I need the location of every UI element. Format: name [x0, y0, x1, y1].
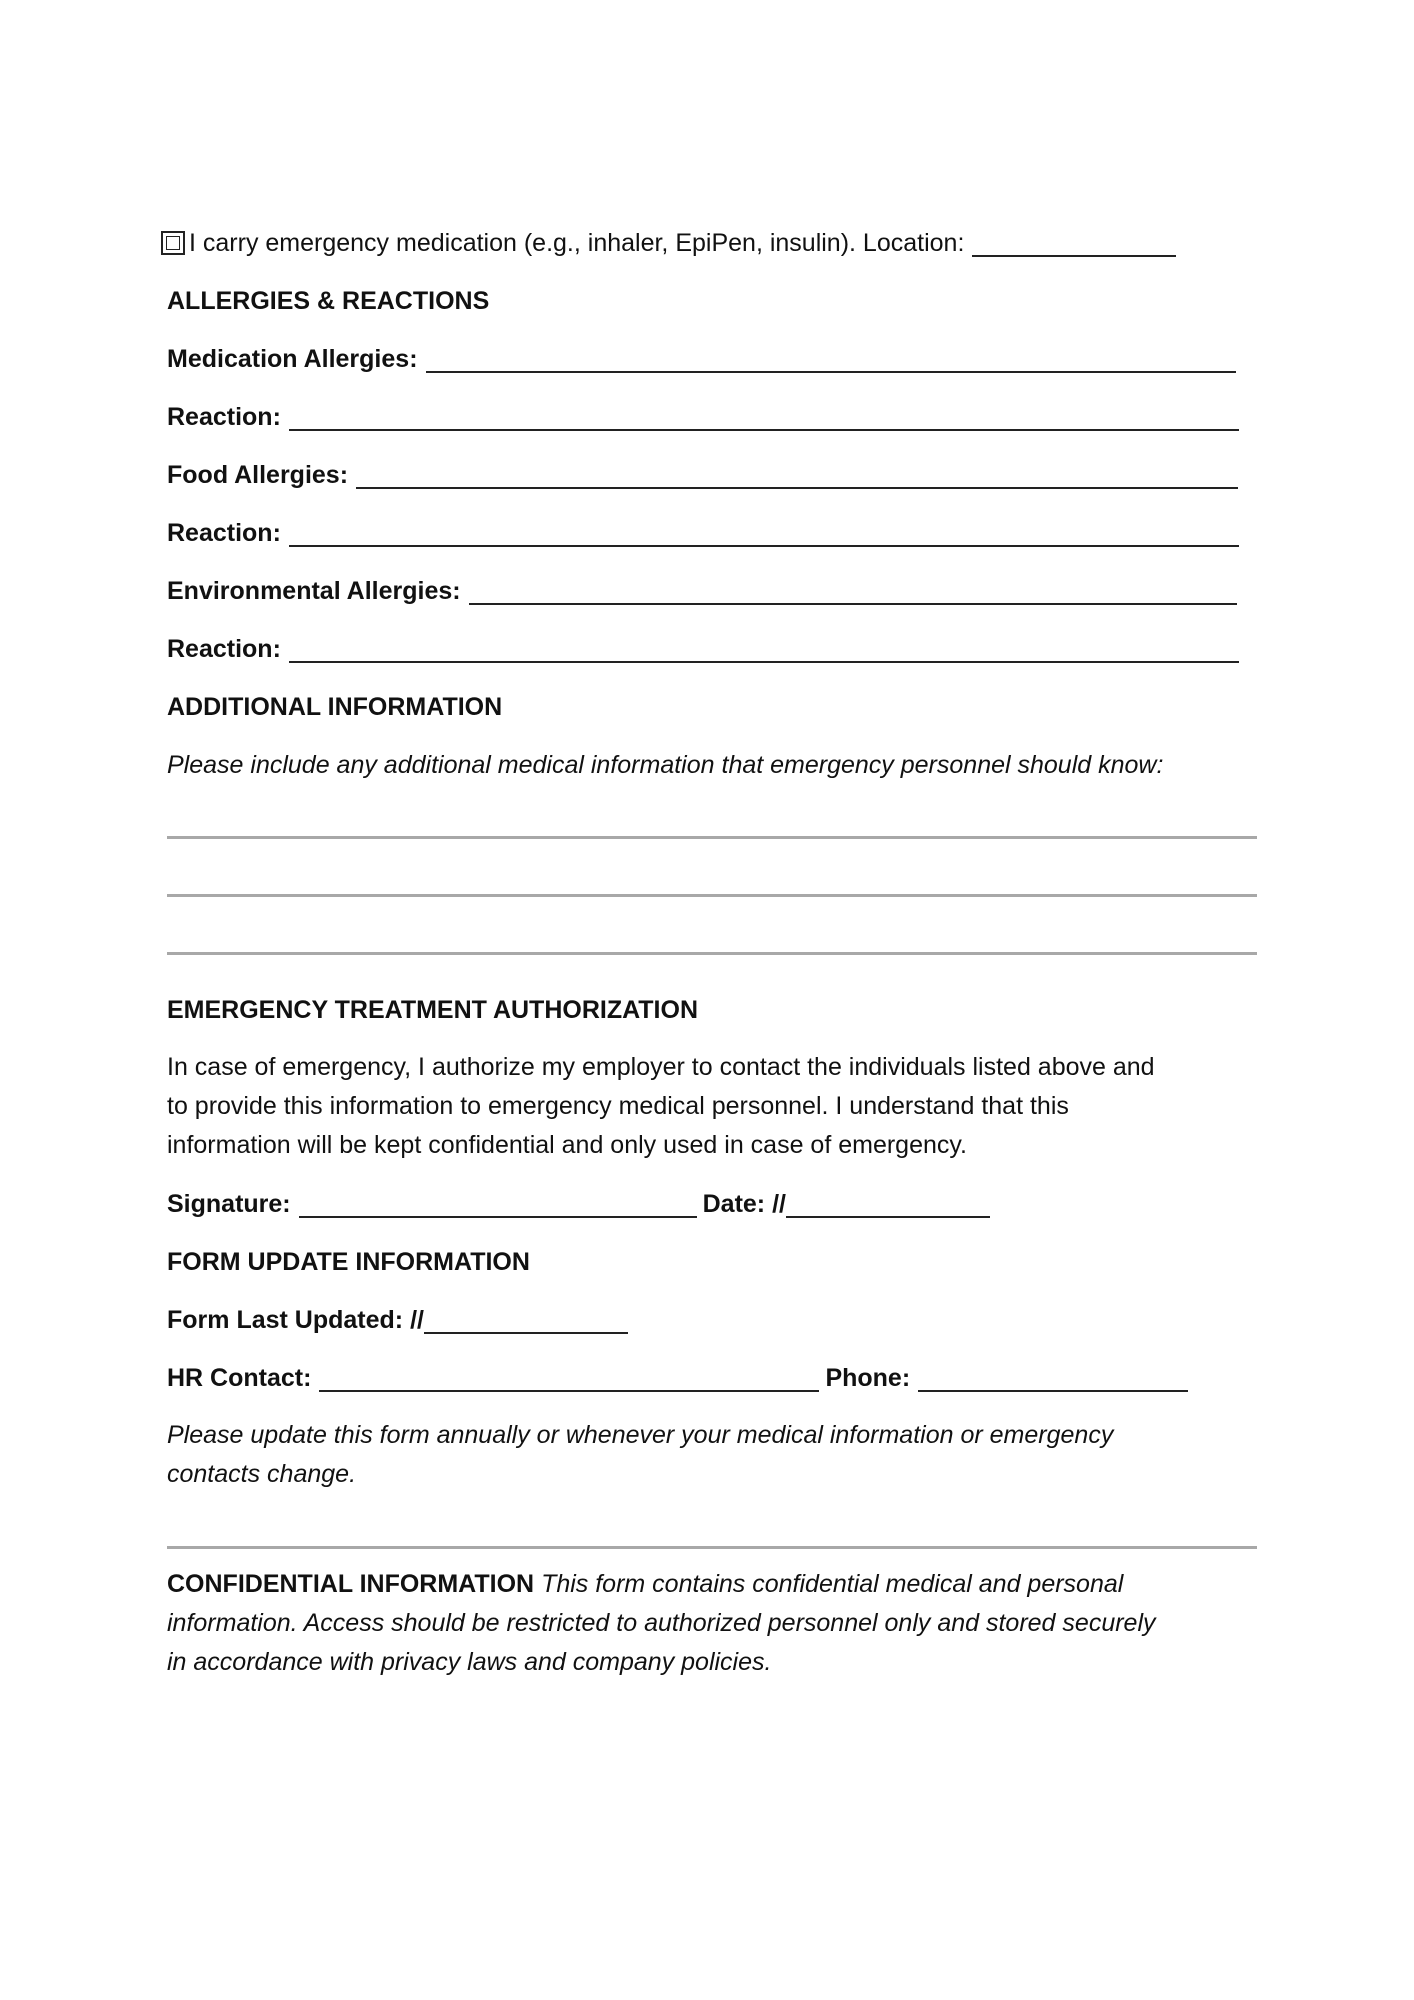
signature-label: Signature:: [167, 1190, 291, 1218]
confidential-heading: CONFIDENTIAL INFORMATION: [167, 1570, 535, 1598]
environmental-reaction-label: Reaction:: [167, 635, 281, 663]
medication-allergies-row: [167, 330, 1257, 388]
environmental-allergies-field[interactable]: [469, 577, 1237, 605]
signature-date-label: Date: //: [702, 1190, 786, 1218]
food-allergies-label: Food Allergies:: [167, 461, 349, 489]
environmental-allergies-row: [167, 562, 1257, 620]
authorization-paragraph: [167, 1039, 1257, 1175]
signature-row: [167, 1175, 1257, 1233]
medication-reaction-field[interactable]: [289, 403, 1239, 431]
update-note-line-2: contacts change.: [167, 1460, 357, 1488]
last-updated-label: Form Last Updated: //: [167, 1306, 424, 1334]
medication-carry-checkbox[interactable]: [161, 231, 185, 255]
hr-contact-field[interactable]: [319, 1364, 819, 1392]
form-content: [167, 214, 1257, 1692]
hr-contact-label: HR Contact:: [167, 1364, 312, 1392]
medication-carry-text: I carry emergency medication (e.g., inhaler, EpiPen, insulin). Location:: [189, 229, 965, 257]
environmental-reaction-row: [167, 620, 1257, 678]
authorization-line-3: information will be kept confidential and only used in case of emergency.: [167, 1131, 967, 1159]
signature-date-field[interactable]: [786, 1190, 990, 1218]
medication-allergies-field[interactable]: [426, 345, 1236, 373]
additional-instruction: Please include any additional medical information that emergency personnel should know:: [167, 751, 1164, 779]
signature-field[interactable]: [299, 1190, 697, 1218]
authorization-line-1: In case of emergency, I authorize my employer to contact the individuals listed above and: [167, 1053, 1155, 1081]
allergies-heading: ALLERGIES & REACTIONS: [167, 287, 490, 315]
authorization-line-2: to provide this information to emergency medical personnel. I understand that this: [167, 1092, 1069, 1120]
additional-heading: ADDITIONAL INFORMATION: [167, 693, 503, 721]
confidential-line-2: information. Access should be restricted to authorized personnel only and stored securely: [167, 1609, 1156, 1637]
medication-carry-row: [167, 214, 1257, 272]
last-updated-row: [167, 1291, 1257, 1349]
confidential-line-1: This form contains confidential medical and personal: [541, 1570, 1124, 1598]
phone-field[interactable]: [918, 1364, 1188, 1392]
update-note: [167, 1407, 1257, 1504]
update-note-line-1: Please update this form annually or whenever your medical information or emergency: [167, 1421, 1114, 1449]
last-updated-field[interactable]: [424, 1306, 628, 1334]
hr-contact-row: [167, 1349, 1257, 1407]
environmental-reaction-field[interactable]: [289, 635, 1239, 663]
confidential-line-3: in accordance with privacy laws and company policies.: [167, 1648, 772, 1676]
environmental-allergies-label: Environmental Allergies:: [167, 577, 461, 605]
food-allergies-row: [167, 446, 1257, 504]
food-reaction-label: Reaction:: [167, 519, 281, 547]
phone-label: Phone:: [825, 1364, 911, 1392]
medication-location-field[interactable]: [972, 229, 1176, 257]
food-reaction-field[interactable]: [289, 519, 1239, 547]
medication-reaction-label: Reaction:: [167, 403, 281, 431]
authorization-heading: EMERGENCY TREATMENT AUTHORIZATION: [167, 996, 699, 1024]
food-allergies-field[interactable]: [356, 461, 1238, 489]
form-update-heading: FORM UPDATE INFORMATION: [167, 1248, 530, 1276]
food-reaction-row: [167, 504, 1257, 562]
confidential-paragraph: [167, 1565, 1257, 1692]
medication-allergies-label: Medication Allergies:: [167, 345, 418, 373]
medication-reaction-row: [167, 388, 1257, 446]
